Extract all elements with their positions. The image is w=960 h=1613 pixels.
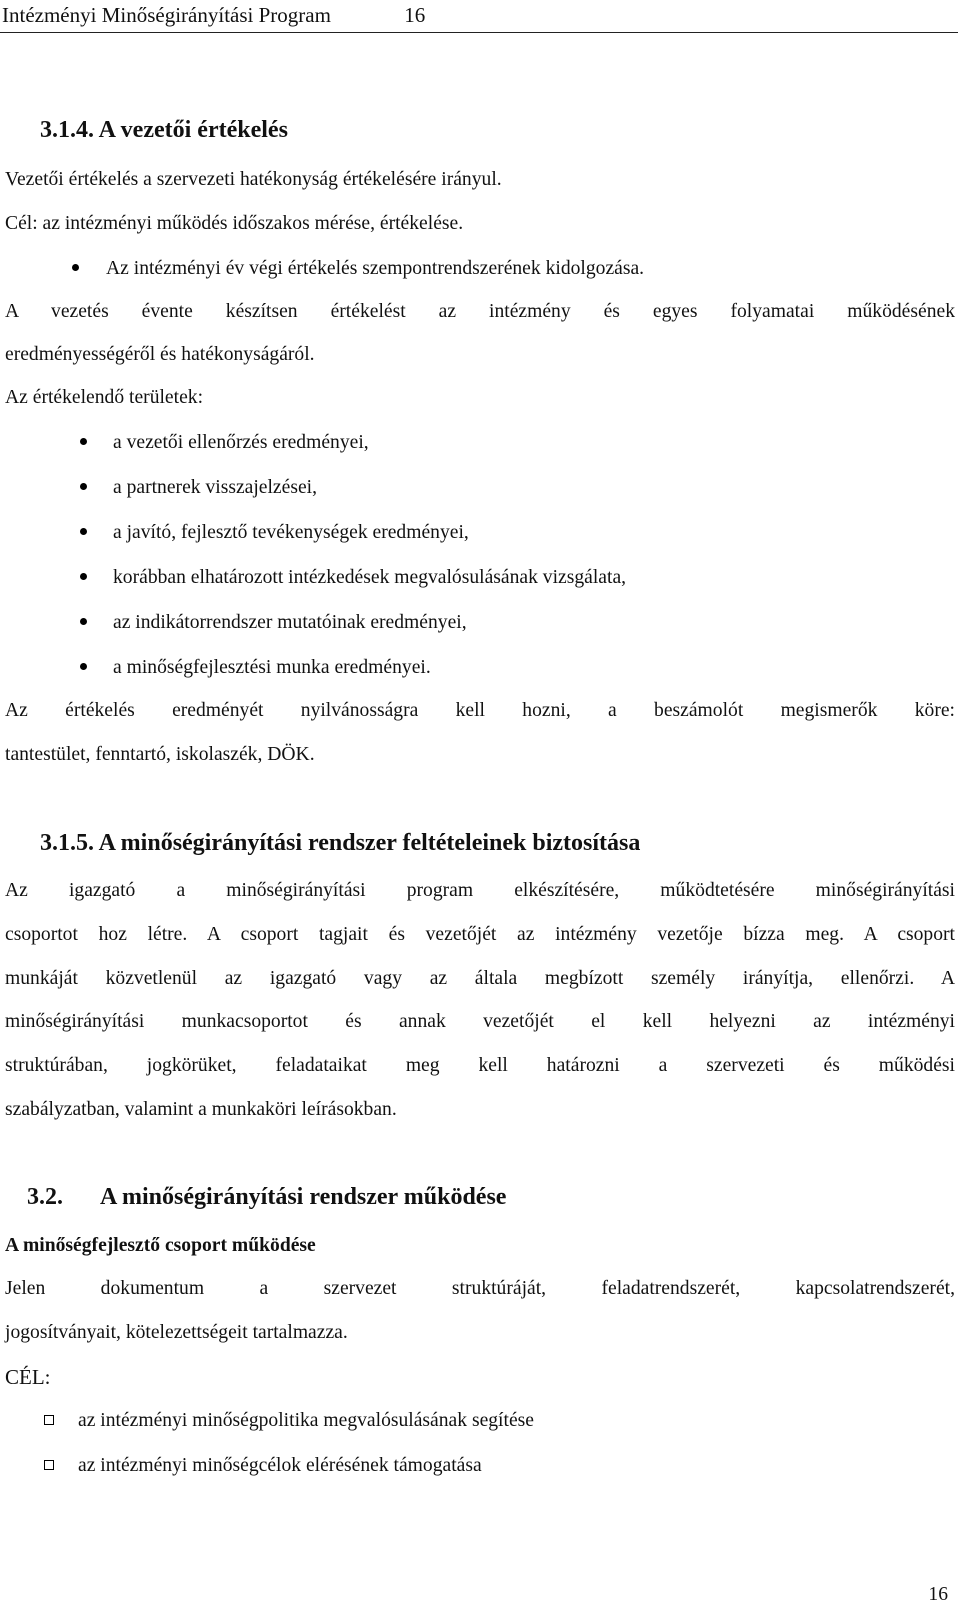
bullet-dot-icon: [80, 528, 87, 535]
area-list-item: a partnerek visszajelzései,: [113, 477, 317, 498]
section-314-paragraph-4-line-2: tantestület, fenntartó, iskolaszék, DÖK.: [5, 744, 315, 765]
page-header: [0, 0, 958, 33]
section-314-paragraph-4-line-1: Az értékelés eredményét nyilvánosságra kell hozni, a beszámolót megismerők köre:: [5, 700, 955, 721]
section-32-number: 3.2.: [27, 1184, 63, 1210]
section-314-bullet-1: Az intézményi év végi értékelés szempontrendszerének kidolgozása.: [106, 258, 645, 279]
header-title-text: Intézményi Minőségirányítási Program: [2, 3, 331, 27]
section-32-heading: A minőségirányítási rendszer működése: [100, 1184, 507, 1210]
area-list-item: az indikátorrendszer mutatóinak eredményei,: [113, 612, 467, 633]
footer-page-number: 16: [928, 1584, 948, 1605]
section-315-line: minőségirányítási munkacsoportot és annak vezetőjét el kell helyezni az intézményi: [5, 1011, 955, 1032]
area-list-item: a javító, fejlesztő tevékenységek eredményei,: [113, 522, 469, 543]
section-315-line: Az igazgató a minőségirányítási program elkészítésére, működtetésére minőségirányítási: [5, 880, 955, 901]
goal-list-item: az intézményi minőségpolitika megvalósulásának segítése: [78, 1410, 534, 1431]
section-315-line: munkáját közvetlenül az igazgató vagy az általa megbízott személy irányítja, ellenőrzi. A: [5, 968, 955, 989]
bullet-dot-icon: [80, 618, 87, 625]
bullet-dot-icon: [80, 573, 87, 580]
checkbox-square-icon: [44, 1415, 54, 1425]
area-list-item: a vezetői ellenőrzés eredményei,: [113, 432, 369, 453]
section-315-line: struktúrában, jogkörüket, feladataikat meg kell határozni a szervezeti és működési: [5, 1055, 955, 1076]
section-314-paragraph-1: Vezetői értékelés a szervezeti hatékonyság értékelésére irányul.: [5, 169, 502, 190]
section-32-paragraph-line-2: jogosítványait, kötelezettségeit tartalmazza.: [5, 1322, 348, 1343]
header-title: [2, 2, 425, 28]
section-314-paragraph-3-line-1: A vezetés évente készítsen értékelést az intézmény és egyes folyamatai működésének: [5, 301, 955, 322]
bullet-dot-icon: [72, 264, 79, 271]
goal-label: CÉL:: [5, 1365, 51, 1389]
goal-list-item: az intézményi minőségcélok elérésének támogatása: [78, 1455, 482, 1476]
bullet-dot-icon: [80, 663, 87, 670]
header-page-number: 16: [404, 3, 426, 27]
checkbox-square-icon: [44, 1460, 54, 1470]
bullet-dot-icon: [80, 483, 87, 490]
section-315-heading: 3.1.5. A minőségirányítási rendszer feltételeinek biztosítása: [40, 830, 641, 856]
section-315-line: szabályzatban, valamint a munkaköri leírásokban.: [5, 1099, 397, 1120]
area-list-item: a minőségfejlesztési munka eredményei.: [113, 657, 431, 678]
area-list-item: korábban elhatározott intézkedések megvalósulásának vizsgálata,: [113, 567, 627, 588]
section-32-paragraph-line-1: Jelen dokumentum a szervezet struktúráját, feladatrendszerét, kapcsolatrendszerét,: [5, 1278, 955, 1299]
section-314-paragraph-2: Cél: az intézményi működés időszakos mérése, értékelése.: [5, 213, 464, 234]
section-315-line: csoportot hoz létre. A csoport tagjait és vezetőjét az intézmény vezetője bízza meg. A csoport: [5, 924, 955, 945]
bullet-dot-icon: [80, 438, 87, 445]
section-32-subheading: A minőségfejlesztő csoport működése: [5, 1235, 316, 1256]
section-314-paragraph-3-line-2: eredményességéről és hatékonyságáról.: [5, 344, 315, 365]
section-314-areas-intro: Az értékelendő területek:: [5, 387, 204, 408]
section-314-heading: 3.1.4. A vezetői értékelés: [40, 117, 288, 143]
